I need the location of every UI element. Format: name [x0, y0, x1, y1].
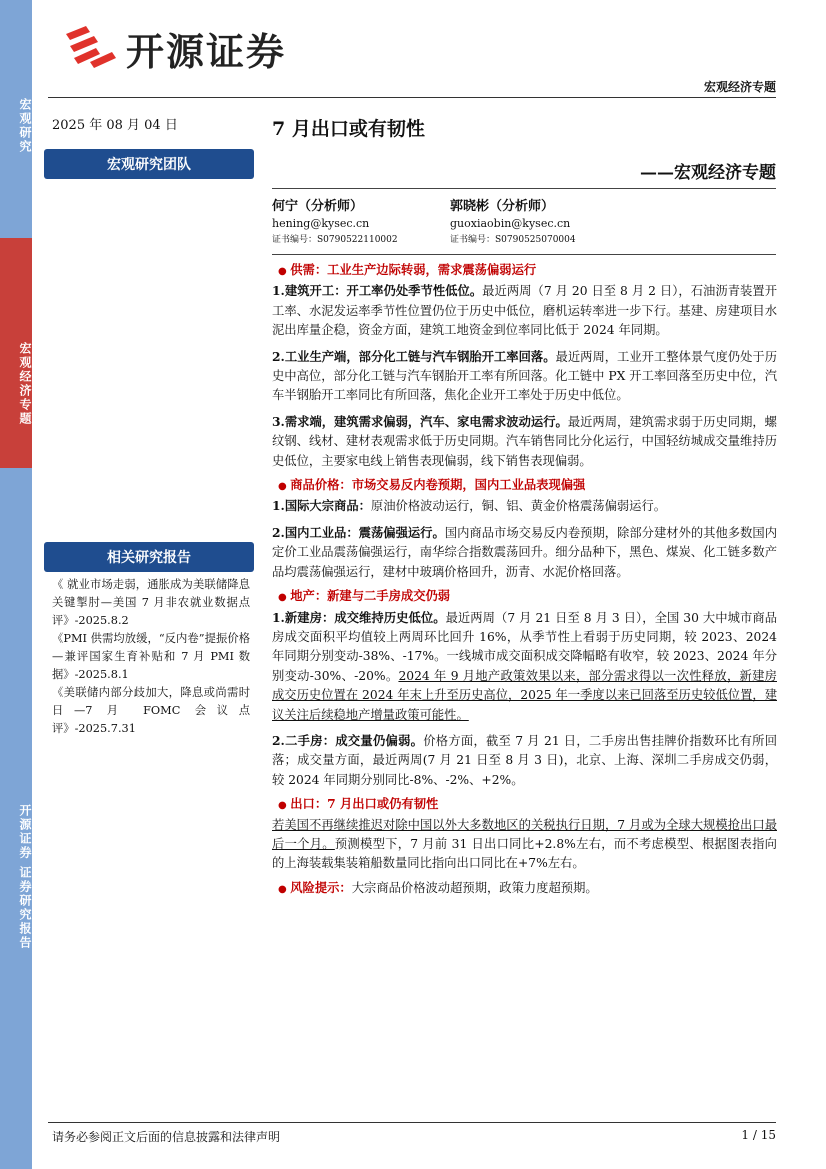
paragraph: 1.国际大宗商品：原油价格波动运行，铜、铝、黄金价格震荡偏弱运行。 [272, 498, 667, 514]
side-tab-broker: 开源证券 证券研究报告 [0, 468, 32, 1169]
footer-divider [48, 1122, 776, 1123]
side-tab-macro: 宏观研究 [0, 0, 32, 238]
risk-warning: ● 风险提示：大宗商品价格波动超预期，政策力度超预期。 [278, 879, 598, 895]
page-number: 1 / 15 [741, 1128, 776, 1142]
content-divider [272, 254, 776, 255]
footer-disclaimer: 请务必参阅正文后面的信息披露和法律声明 [52, 1130, 281, 1144]
related-report-item[interactable]: 《 就业市场走弱，通胀成为美联储降息关键掣肘—美国 7 月非农就业数据点评》-2025.8.2 [52, 578, 250, 627]
section-heading-supply: ● 供需：工业生产边际转弱，需求震荡偏弱运行 [278, 262, 537, 277]
analyst-1 [272, 198, 398, 249]
related-report-item[interactable]: 《PMI 供需均放缓，“反内卷”提振价格—兼评国家生育补贴和 7 月 PMI 数据》-2025.8.1 [52, 632, 250, 681]
analyst-name: 何宁（分析师） [272, 199, 364, 214]
analyst-divider [272, 188, 776, 189]
header-divider [48, 97, 776, 98]
report-body [272, 260, 777, 899]
related-reports-list [52, 576, 250, 738]
analyst-email[interactable]: hening@kysec.cn [272, 217, 370, 230]
side-tab-topic: 宏观经济专题 [0, 238, 32, 468]
analyst-email[interactable]: guoxiaobin@kysec.cn [450, 217, 571, 230]
logo-icon [60, 22, 118, 74]
analyst-name: 郭晓彬（分析师） [450, 199, 555, 214]
paragraph: 2.国内工业品：震荡偏强运行。国内商品市场交易反内卷预期，除部分建材外的其他多数国内定价工业品震荡偏强运行，南华综合指数震荡回升。细分品种下，黑色、煤炭、化工链多数产品均震荡偏强运行，建材中玻璃价格回升，沥青、水泥价格回落。 [272, 524, 777, 579]
team-label: 宏观研究团队 [44, 149, 254, 179]
page-title: 7 月出口或有韧性 [272, 118, 425, 140]
related-report-item[interactable]: 《美联储内部分歧加大，降息或尚需时日—7 月 FOMC 会议点评》-2025.7.31 [52, 686, 250, 735]
section-heading-prices: ● 商品价格：市场交易反内卷预期，国内工业品表现偏强 [278, 477, 586, 493]
paragraph: 1.新建房：成交维持历史低位。最近两周（7 月 21 日至 8 月 3 日），全国 30 大中城市商品房成交面积平均值较上两周环比回升 16%，从季节性上看弱于历史同期，较 2023、2024 年同期分别变动-38%、-17%。一线城市成交面积成交降幅略有收窄，较 2023、2024 年分别变动-30%、-20%。2024 年 9 月地产政策效果以来，部分需求得以一次性释放，新建房成交历史位置在 2024 年末上升至历史高位，2025 年一季度以来已回落至历史较低位置，建议关注后续稳地产增量政策可能性。 [272, 609, 778, 722]
section-heading-property: ● 地产：新建与二手房成交仍弱 [278, 588, 451, 604]
paragraph: 2.二手房：成交量仍偏弱。价格方面，截至 7 月 21 日，二手房出售挂牌价指数环比有所回落；成交量方面，最近两周(7 月 21 日至 8 月 3 日)，北京、上海、深圳二手房成交仍弱，较 2024 年同期分别同比-8%、-2%、+2%。 [272, 732, 777, 787]
paragraph: 3.需求端，建筑需求偏弱，汽车、家电需求波动运行。最近两周，建筑需求弱于历史同期，螺纹钢、线材、建材表观需求低于历史同期。汽车销售同比分化运行，中国轻纺城成交量维持历史低位，主要家电线上销售表现偏弱，线下销售表现偏弱。 [272, 413, 777, 468]
section-heading-exports: ● 出口：7 月出口或仍有韧性 [278, 796, 439, 812]
analyst-2 [450, 198, 576, 249]
page-subtitle: ——宏观经济专题 [640, 163, 776, 183]
report-type: 宏观经济专题 [703, 80, 776, 94]
report-date: 2025 年 08 月 04 日 [52, 118, 178, 133]
paragraph: 1.建筑开工：开工率仍处季节性低位。最近两周（7 月 20 日至 8 月 2 日），石油沥青装置开工率、水泥发运率季节性位置仍位于历史中低位，磨机运转率进一步下行。基建、房建项目水泥出库量企稳，资金方面，建筑工地资金到位率同比低于 2024 年同期。 [272, 283, 777, 338]
analyst-license: 证书编号：S0790525070004 [450, 235, 576, 245]
paragraph: 2.工业生产端，部分化工链与汽车钢胎开工率回落。最近两周，工业开工整体景气度仍处于历史中高位，部分化工链与汽车钢胎开工率有所回落。化工链中 PX 开工率回落至历史中位，汽车半钢胎开工率同比有所回落，焦化企业开工率处于历史中低位。 [272, 348, 777, 403]
company-logo [60, 18, 286, 78]
paragraph: 若美国不再继续推迟对除中国以外大多数地区的关税执行日期，7 月或为全球大规模抢出口最后一个月。预测模型下，7 月前 31 日出口同比+2.8%左右，而不考虑模型、根据图表指向的上海装载集装箱船数量同比指向出口同比在+7%左右。 [272, 817, 777, 871]
related-reports-label: 相关研究报告 [44, 542, 254, 572]
analyst-license: 证书编号：S0790522110002 [272, 235, 398, 245]
logo-text: 开源证券 [126, 29, 287, 74]
